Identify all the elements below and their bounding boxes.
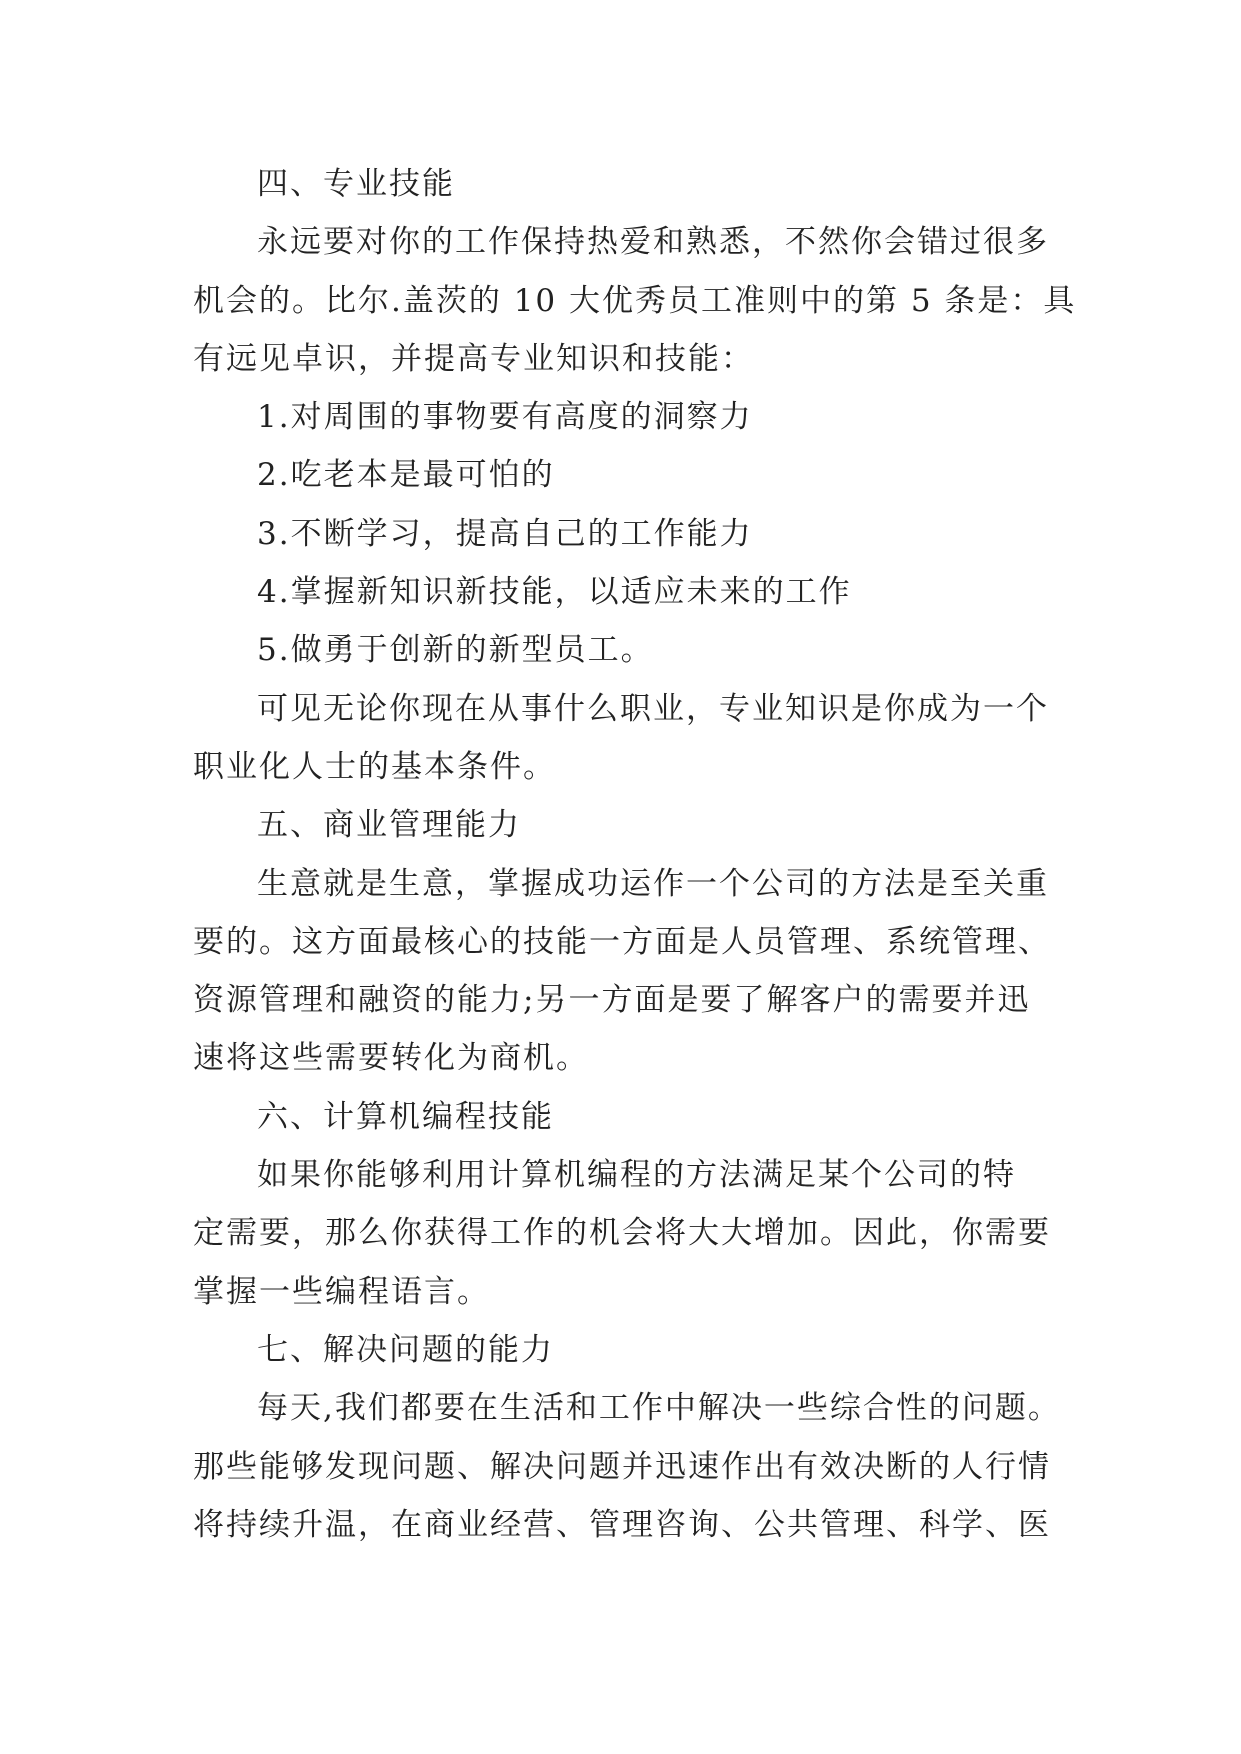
list-item: 3.不断学习，提高自己的工作能力 — [257, 515, 753, 552]
paragraph-line: 要的。这方面最核心的技能一方面是人员管理、系统管理、 — [193, 923, 1051, 960]
paragraph-line: 每天,我们都要在生活和工作中解决一些综合性的问题。 — [257, 1390, 1061, 1427]
list-item: 5.做勇于创新的新型员工。 — [257, 632, 654, 669]
paragraph-line: 资源管理和融资的能力;另一方面是要了解客户的需要并迅 — [193, 982, 1031, 1019]
paragraph-line: 速将这些需要转化为商机。 — [193, 1040, 589, 1077]
list-item: 2.吃老本是最可怕的 — [257, 457, 555, 494]
paragraph-line: 永远要对你的工作保持热爱和熟悉，不然你会错过很多 — [257, 224, 1049, 261]
paragraph-line: 有远见卓识，并提高专业知识和技能： — [193, 340, 754, 377]
paragraph-line: 如果你能够利用计算机编程的方法满足某个公司的特 — [257, 1157, 1016, 1194]
paragraph-line: 将持续升温，在商业经营、管理咨询、公共管理、科学、医 — [193, 1506, 1051, 1543]
paragraph-line: 机会的。比尔.盖茨的 10 大优秀员工准则中的第 5 条是：具 — [193, 282, 1077, 319]
paragraph-line: 那些能够发现问题、解决问题并迅速作出有效决断的人行情 — [193, 1448, 1051, 1485]
section-heading: 四、专业技能 — [257, 166, 455, 202]
paragraph-line: 掌握一些编程语言。 — [193, 1273, 490, 1310]
list-item: 4.掌握新知识新技能，以适应未来的工作 — [257, 574, 852, 611]
section-heading: 七、解决问题的能力 — [257, 1331, 554, 1368]
paragraph-line: 定需要，那么你获得工作的机会将大大增加。因此，你需要 — [193, 1215, 1051, 1252]
list-item: 1.对周围的事物要有高度的洞察力 — [257, 399, 753, 436]
paragraph-line: 职业化人士的基本条件。 — [193, 748, 556, 785]
section-heading: 六、计算机编程技能 — [257, 1098, 554, 1135]
paragraph-line: 可见无论你现在从事什么职业，专业知识是你成为一个 — [257, 690, 1049, 727]
document-body — [193, 155, 1077, 1554]
paragraph-line: 生意就是生意，掌握成功运作一个公司的方法是至关重 — [257, 865, 1049, 902]
section-heading: 五、商业管理能力 — [257, 807, 521, 844]
